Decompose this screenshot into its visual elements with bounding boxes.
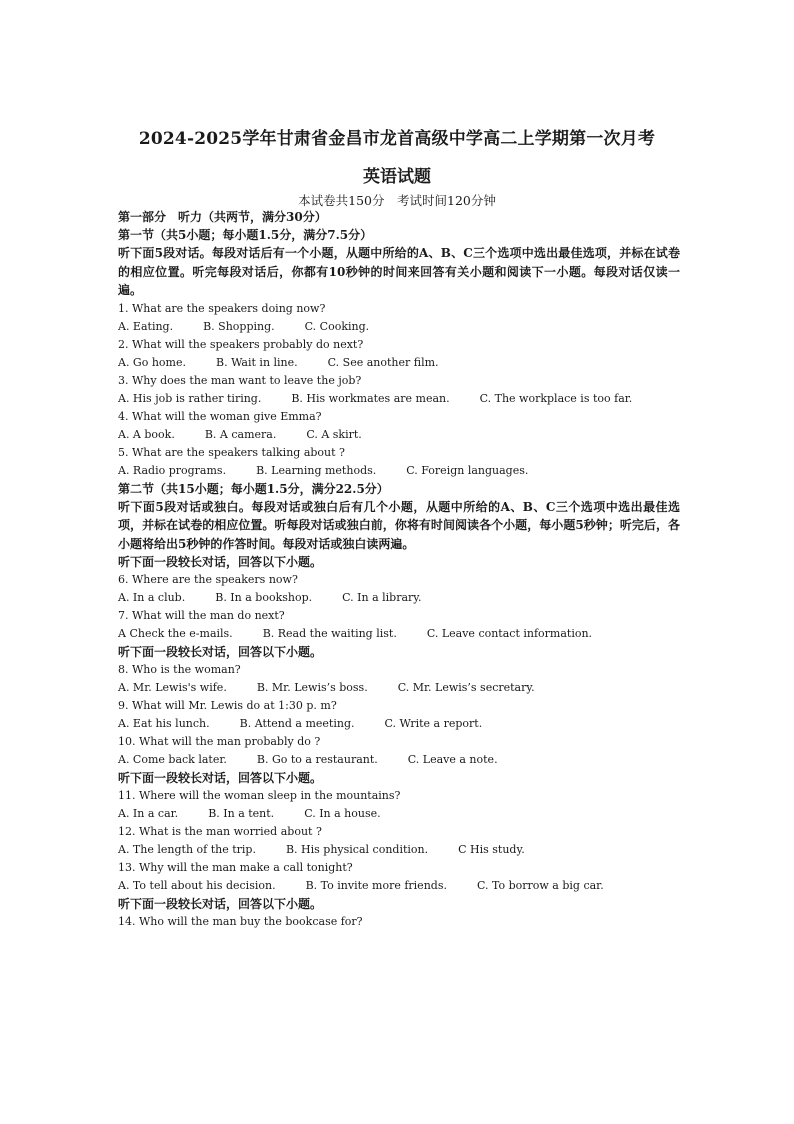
question-10: 10. What will the man probably do ? bbox=[118, 735, 321, 748]
option-b: B. His physical condition. bbox=[285, 843, 429, 856]
question-8: 8. Who is the woman? bbox=[118, 663, 241, 676]
question-13: 13. Why will the man make a call tonight? bbox=[118, 861, 353, 874]
option-a: A. In a club. bbox=[118, 591, 186, 604]
option-c: C. Foreign languages. bbox=[406, 463, 529, 477]
option-c: C. In a library. bbox=[342, 591, 422, 604]
option-b: B. In a bookshop. bbox=[215, 591, 313, 604]
option-a: A. Eat his lunch. bbox=[118, 717, 210, 730]
listen-instruction: 听下面一段较长对话，回答以下小题。 bbox=[118, 897, 323, 911]
option-b: B. Mr. Lewis’s boss. bbox=[256, 681, 368, 694]
option-a: A. Eating. bbox=[118, 319, 174, 333]
question-14: 14. Who will the man buy the bookcase for? bbox=[118, 915, 363, 928]
section2-heading: 第二节（共15小题；每小题1.5分，满分22.5分） bbox=[118, 481, 389, 496]
option-c: C. A skirt. bbox=[306, 427, 362, 441]
option-b: B. Learning methods. bbox=[256, 463, 377, 477]
option-a: A. Go home. bbox=[118, 355, 186, 369]
options-7 bbox=[118, 625, 680, 643]
exam-info: 本试卷共150分 考试时间120分钟 bbox=[298, 193, 496, 208]
options-1 bbox=[118, 318, 680, 336]
options-12 bbox=[118, 841, 680, 859]
option-b: B. In a tent. bbox=[208, 807, 275, 820]
options-8 bbox=[118, 679, 680, 697]
option-b: B. His workmates are mean. bbox=[291, 391, 450, 405]
option-a: A. A book. bbox=[118, 427, 175, 441]
option-b: B. Read the waiting list. bbox=[262, 627, 397, 640]
option-c: C. In a house. bbox=[304, 807, 381, 820]
question-3: 3. Why does the man want to leave the job? bbox=[118, 373, 362, 387]
option-c: C. See another film. bbox=[327, 355, 439, 369]
option-c: C. Write a report. bbox=[384, 717, 483, 730]
option-b: B. Shopping. bbox=[203, 319, 275, 333]
option-c: C. Leave contact information. bbox=[426, 627, 593, 640]
question-5: 5. What are the speakers talking about ? bbox=[118, 445, 345, 459]
question-6: 6. Where are the speakers now? bbox=[118, 573, 298, 586]
options-2 bbox=[118, 354, 680, 372]
option-a: A. In a car. bbox=[118, 807, 179, 820]
option-c: C. Mr. Lewis’s secretary. bbox=[397, 681, 535, 694]
option-c: C His study. bbox=[458, 843, 525, 856]
option-b: B. To invite more friends. bbox=[305, 879, 447, 892]
question-7: 7. What will the man do next? bbox=[118, 609, 285, 622]
question-11: 11. Where will the woman sleep in the mountains? bbox=[118, 789, 401, 802]
option-b: B. Wait in line. bbox=[216, 355, 298, 369]
part-heading: 第一部分 听力（共两节，满分30分） bbox=[118, 210, 327, 224]
options-4 bbox=[118, 426, 680, 444]
options-9 bbox=[118, 715, 680, 733]
options-10 bbox=[118, 751, 680, 769]
option-a: A. Radio programs. bbox=[118, 463, 227, 477]
question-1: 1. What are the speakers doing now? bbox=[118, 301, 326, 315]
listen-instruction: 听下面一段较长对话，回答以下小题。 bbox=[118, 645, 323, 659]
option-c: C. Cooking. bbox=[304, 319, 370, 333]
exam-subtitle: 英语试题 bbox=[363, 167, 431, 187]
options-6 bbox=[118, 589, 680, 607]
option-b: B. Go to a restaurant. bbox=[256, 753, 378, 766]
options-11 bbox=[118, 805, 680, 823]
option-a: A. His job is rather tiring. bbox=[118, 391, 262, 405]
option-a: A. To tell about his decision. bbox=[118, 879, 276, 892]
option-b: B. A camera. bbox=[204, 427, 277, 441]
listen-instruction: 听下面一段较长对话，回答以下小题。 bbox=[118, 771, 323, 785]
exam-content bbox=[118, 208, 680, 931]
option-c: C. The workplace is too far. bbox=[479, 391, 633, 405]
options-13 bbox=[118, 877, 680, 895]
option-c: C. To borrow a big car. bbox=[476, 879, 604, 892]
option-a: A Check the e-mails. bbox=[118, 627, 233, 640]
option-a: A. Mr. Lewis's wife. bbox=[118, 681, 227, 694]
option-b: B. Attend a meeting. bbox=[239, 717, 355, 730]
options-3 bbox=[118, 390, 680, 408]
option-c: C. Leave a note. bbox=[407, 753, 498, 766]
exam-title: 2024-2025学年甘肃省金昌市龙首高级中学高二上学期第一次月考 bbox=[138, 129, 656, 149]
option-a: A. Come back later. bbox=[118, 753, 227, 766]
section1-instructions: 听下面5段对话。每段对话后有一个小题，从题中所给的A、B、C三个选项中选出最佳选项，并标在试卷的相应位置。听完每段对话后，你都有10秒钟的时间来回答有关小题和阅读下一小题。每段对话仅读一遍。 bbox=[118, 246, 680, 297]
question-12: 12. What is the man worried about ? bbox=[118, 825, 322, 838]
option-a: A. The length of the trip. bbox=[118, 843, 256, 856]
question-2: 2. What will the speakers probably do next? bbox=[118, 337, 364, 351]
listen-instruction: 听下面一段较长对话，回答以下小题。 bbox=[118, 555, 323, 569]
question-9: 9. What will Mr. Lewis do at 1:30 p. m? bbox=[118, 699, 337, 712]
section1-heading: 第一节（共5小题；每小题1.5分，满分7.5分） bbox=[118, 228, 373, 242]
section2-instructions: 听下面5段对话或独白。每段对话或独白后有几个小题，从题中所给的A、B、C三个选项中选出最佳选项，并标在试卷的相应位置。听每段对话或独白前，你将有时间阅读各个小题，每小题5秒钟；听完后，各小题将给出5秒钟的作答时间。每段对话或独白读两遍。 bbox=[118, 499, 680, 551]
question-4: 4. What will the woman give Emma? bbox=[118, 409, 322, 423]
options-5 bbox=[118, 462, 680, 480]
